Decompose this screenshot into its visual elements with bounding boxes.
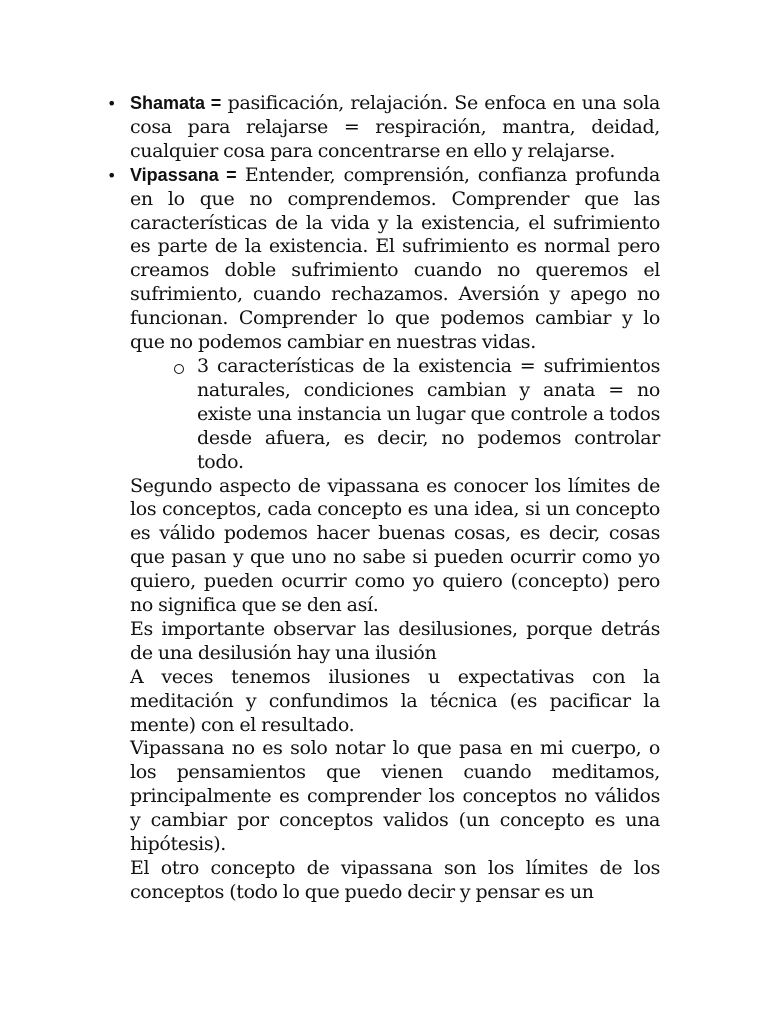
bullet-dot-icon: • — [107, 165, 117, 185]
definition-shamata: pasificación, relajación. Se enfoca en una sola cosa para relajarse = respiración, mantra, deidad, cualquier cosa para concentrarse en ello y relajarse. — [130, 92, 661, 162]
paragraph-5: El otro concepto de vipassana son los límites de los conceptos (todo lo que puedo decir y pensar es un — [130, 857, 660, 903]
sub-bullet-list — [130, 355, 660, 475]
sub-bullet-item — [197, 355, 660, 475]
bullet-item-vipassana — [107, 163, 660, 475]
term-vipassana: Vipassana = — [130, 164, 237, 185]
paragraph-2: Es importante observar las desilusiones, porque detrás de una desilusión hay una ilusión — [130, 617, 660, 664]
circle-bullet-icon — [174, 364, 184, 374]
definition-vipassana: Entender, comprensión, confianza profunda en lo que no comprendemos. Comprender que las características de la vida y la existencia, el sufrimiento es parte de la existencia. El sufrimiento es normal pero creamos doble sufrimiento cuando no queremos el sufrimiento, cuando rechazamos. Aversión y apego no funcionan. Comprender lo que podemos cambiar y lo que no podemos cambiar en nuestras vidas. — [130, 163, 660, 354]
paragraph-1: Segundo aspecto de vipassana es conocer los límites de los conceptos, cada concepto es una idea, si un concepto es válido podemos hacer buenas cosas, es decir, cosas que pasan y que uno no sabe si pueden ocurrir como yo quiero, pueden ocurrir como yo quiero (concepto) pero no significa que se den así. — [130, 474, 660, 617]
bullet-dot-icon: • — [107, 94, 117, 113]
bullet-list — [107, 92, 661, 475]
bullet-item-shamata — [107, 92, 661, 164]
document-page — [107, 92, 661, 905]
paragraph-4: Vipassana no es solo notar lo que pasa en mi cuerpo, o los pensamientos que vienen cuando meditamos, principalmente es comprender los conceptos no válidos y cambiar por conceptos validos (un concepto es una hipótesis). — [130, 737, 660, 856]
term-shamata: Shamata = — [130, 93, 222, 113]
paragraph-3: A veces tenemos ilusiones u expectativas con la meditación y confundimos la técnica (es pacificar la mente) con el resultado. — [130, 665, 660, 736]
sub-bullet-text: 3 características de la existencia = sufrimientos naturales, condiciones cambian y anata = no existe una instancia un lugar que controle a todos desde afuera, es decir, no podemos controlar todo. — [197, 354, 660, 473]
